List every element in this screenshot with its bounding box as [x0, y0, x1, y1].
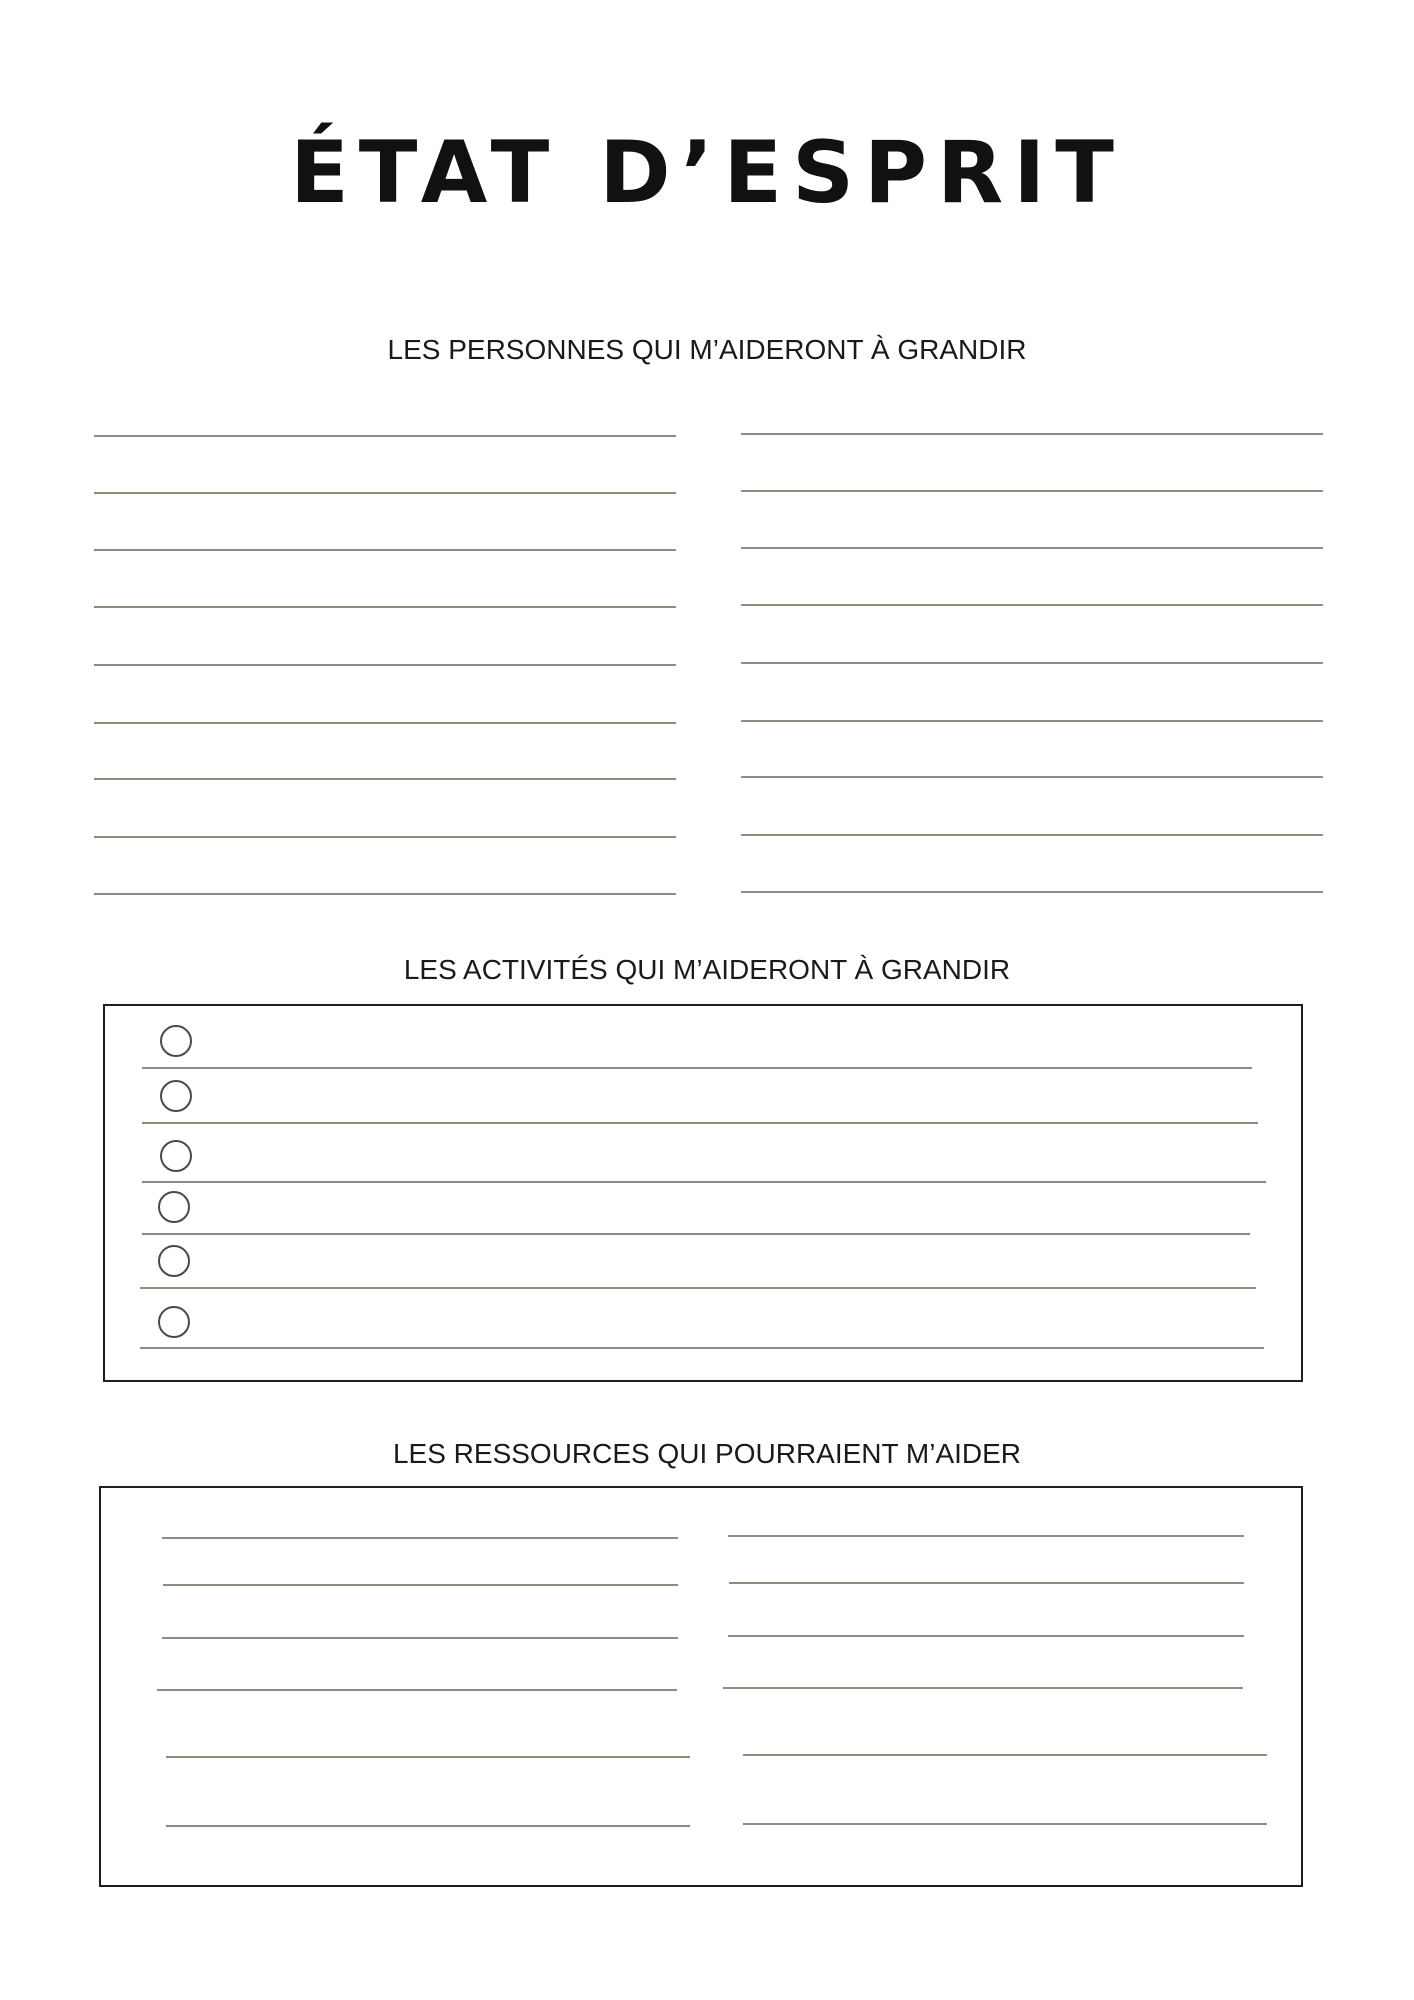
- people-right-line[interactable]: [741, 490, 1323, 492]
- resource-left-line[interactable]: [166, 1756, 690, 1758]
- activity-line[interactable]: [142, 1122, 1258, 1124]
- activity-line[interactable]: [140, 1347, 1264, 1349]
- checkbox-circle-icon[interactable]: [158, 1306, 190, 1338]
- checkbox-circle-icon[interactable]: [158, 1245, 190, 1277]
- resource-left-line[interactable]: [162, 1637, 678, 1639]
- checkbox-circle-icon[interactable]: [160, 1025, 192, 1057]
- resource-left-line[interactable]: [157, 1689, 677, 1691]
- people-right-line[interactable]: [741, 604, 1323, 606]
- resource-right-line[interactable]: [723, 1687, 1243, 1689]
- resource-left-line[interactable]: [163, 1584, 678, 1586]
- activities-box: [103, 1004, 1303, 1382]
- people-left-line[interactable]: [94, 722, 676, 724]
- people-left-line[interactable]: [94, 778, 676, 780]
- activity-line[interactable]: [142, 1181, 1266, 1183]
- activities-heading: LES ACTIVITÉS QUI M’AIDERONT À GRANDIR: [403, 954, 1011, 985]
- page-title: ÉTAT D’ESPRIT: [290, 123, 1124, 223]
- people-left-line[interactable]: [94, 664, 676, 666]
- resource-left-line[interactable]: [166, 1825, 690, 1827]
- people-right-line[interactable]: [741, 720, 1323, 722]
- resource-right-line[interactable]: [743, 1754, 1267, 1756]
- checkbox-circle-icon[interactable]: [160, 1140, 192, 1172]
- people-right-line[interactable]: [741, 834, 1323, 836]
- people-heading: LES PERSONNES QUI M’AIDERONT À GRANDIR: [387, 334, 1027, 365]
- people-right-line[interactable]: [741, 662, 1323, 664]
- checkbox-circle-icon[interactable]: [158, 1191, 190, 1223]
- people-right-line[interactable]: [741, 547, 1323, 549]
- activity-line[interactable]: [142, 1233, 1250, 1235]
- people-left-line[interactable]: [94, 492, 676, 494]
- resource-right-line[interactable]: [728, 1635, 1244, 1637]
- activity-line[interactable]: [142, 1067, 1252, 1069]
- people-right-line[interactable]: [741, 776, 1323, 778]
- people-left-line[interactable]: [94, 435, 676, 437]
- people-right-line[interactable]: [741, 433, 1323, 435]
- resource-right-line[interactable]: [728, 1535, 1244, 1537]
- people-left-line[interactable]: [94, 606, 676, 608]
- activity-line[interactable]: [140, 1287, 1256, 1289]
- resource-right-line[interactable]: [729, 1582, 1244, 1584]
- people-left-line[interactable]: [94, 836, 676, 838]
- resource-right-line[interactable]: [743, 1823, 1267, 1825]
- people-left-line[interactable]: [94, 549, 676, 551]
- resource-left-line[interactable]: [162, 1537, 678, 1539]
- people-right-line[interactable]: [741, 891, 1323, 893]
- checkbox-circle-icon[interactable]: [160, 1080, 192, 1112]
- resources-heading: LES RESSOURCES QUI POURRAIENT M’AIDER: [392, 1438, 1022, 1469]
- people-left-line[interactable]: [94, 893, 676, 895]
